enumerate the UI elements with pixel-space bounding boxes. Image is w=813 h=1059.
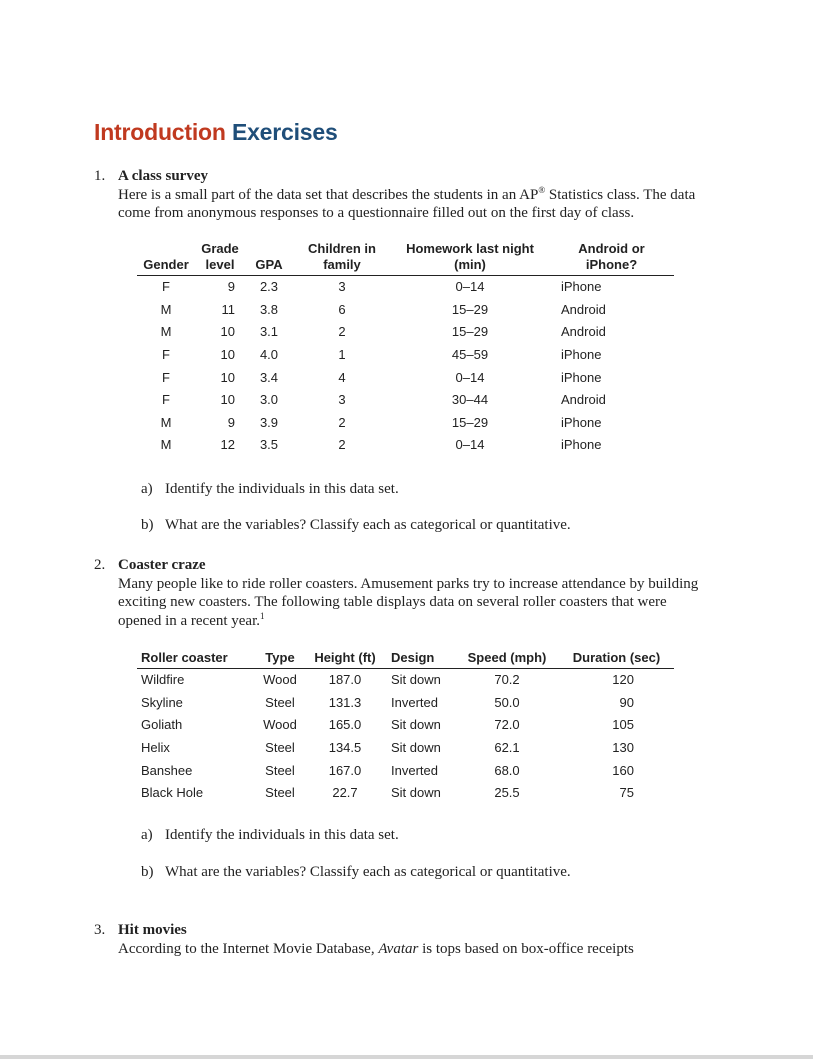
col-header: Grade level — [195, 241, 245, 276]
roller-coaster-table — [137, 650, 674, 805]
table-header-row — [137, 241, 674, 276]
table-cell: 68.0 — [494, 762, 520, 778]
question-text: Identify the individuals in this data set. — [165, 827, 399, 843]
table-cell: F — [162, 392, 170, 408]
table-cell: 2 — [338, 437, 346, 453]
table-row — [137, 344, 674, 367]
col-header: Homework last night (min) — [391, 241, 549, 276]
table-cell: M — [160, 414, 172, 430]
table-cell: Sit down — [391, 740, 441, 756]
table-cell: 3.9 — [259, 414, 279, 430]
table-cell: 10 — [220, 324, 235, 340]
table-cell: 1 — [338, 347, 346, 363]
table-cell: 72.0 — [494, 717, 520, 733]
table-cell: Inverted — [391, 762, 438, 778]
table-cell: 12 — [220, 437, 235, 453]
registered-mark: ® — [538, 184, 546, 195]
table-cell: 22.7 — [332, 785, 358, 801]
title-introduction: Introduction — [94, 119, 226, 145]
text-part: Statistics class. The data come from anonymous responses to a questionnaire filled out on the first day of class. — [118, 186, 696, 221]
table-cell: Android — [561, 301, 606, 317]
table-cell: 3.4 — [259, 369, 279, 385]
col-header: Type — [257, 650, 303, 669]
col-header: Children in family — [293, 241, 391, 276]
table-cell: 167.0 — [328, 762, 362, 778]
table-row — [137, 276, 674, 299]
table-cell: Steel — [265, 694, 295, 710]
col-header: Roller coaster — [137, 650, 257, 669]
question-a — [141, 827, 399, 844]
title-exercises: Exercises — [231, 119, 338, 145]
text-part: According to the Internet Movie Database, — [118, 940, 379, 957]
table-cell: 0–14 — [455, 369, 485, 385]
question-a — [141, 481, 399, 498]
table-row — [137, 434, 674, 457]
table-cell: 130 — [612, 740, 634, 756]
table-cell: Steel — [265, 762, 295, 778]
table-cell: Wildfire — [141, 672, 185, 688]
col-header: Gender — [137, 241, 195, 276]
table-cell: 10 — [220, 392, 235, 408]
footnote-mark: 1 — [260, 610, 265, 621]
table-cell: 6 — [338, 301, 346, 317]
table-row — [137, 412, 674, 435]
table-cell: Wood — [263, 672, 297, 688]
page-bottom-border — [0, 1055, 813, 1059]
table-cell: Steel — [265, 785, 295, 801]
table-cell: Sit down — [391, 672, 441, 688]
table-cell: 4 — [338, 369, 346, 385]
table-cell: 3.5 — [259, 437, 279, 453]
table-row — [137, 321, 674, 344]
table-cell: Android — [561, 392, 606, 408]
table-cell: 3.1 — [259, 324, 279, 340]
table-cell: 4.0 — [259, 347, 279, 363]
table-row — [137, 737, 674, 760]
table-cell: 25.5 — [494, 785, 520, 801]
table-header-row — [137, 650, 674, 669]
exercise-title: A class survey — [118, 168, 208, 184]
table-cell: 45–59 — [451, 347, 489, 363]
question-letter: b) — [141, 517, 154, 533]
table-cell: F — [162, 279, 170, 295]
question-text: What are the variables? Classify each as categorical or quantitative. — [165, 864, 571, 880]
question-letter: b) — [141, 864, 154, 880]
table-cell: 2 — [338, 414, 346, 430]
table-cell: 15–29 — [451, 414, 489, 430]
table-cell: 15–29 — [451, 324, 489, 340]
text-part: Here is a small part of the data set that describes the students in an AP — [118, 186, 539, 203]
table-cell: F — [162, 347, 170, 363]
class-survey-table — [137, 241, 674, 457]
table-cell: 165.0 — [328, 717, 362, 733]
exercise-text — [118, 186, 718, 223]
table-cell: Black Hole — [141, 785, 204, 801]
table-row — [137, 714, 674, 737]
table-cell: iPhone — [561, 279, 602, 295]
exercise-number: 1. — [94, 168, 106, 184]
table-cell: 2.3 — [259, 279, 279, 295]
table-cell: 11 — [221, 301, 235, 317]
table-cell: 160 — [612, 762, 634, 778]
table-cell: 105 — [612, 717, 634, 733]
text-part: is tops based on box-office receipts — [418, 940, 634, 957]
table-cell: 90 — [619, 694, 634, 710]
table-cell: 10 — [220, 369, 235, 385]
table-cell: Helix — [141, 740, 170, 756]
table-cell: 15–29 — [451, 301, 489, 317]
exercise-number: 3. — [94, 922, 106, 938]
table-cell: Wood — [263, 717, 297, 733]
table-cell: 75 — [619, 785, 634, 801]
col-header: Android or iPhone? — [549, 241, 674, 276]
table-row — [137, 759, 674, 782]
table-row — [137, 692, 674, 715]
table-cell: 3.8 — [259, 301, 279, 317]
table-cell: iPhone — [561, 437, 602, 453]
table-cell: Android — [561, 324, 606, 340]
table-cell: 30–44 — [451, 392, 489, 408]
table-cell: 3.0 — [259, 392, 279, 408]
table-cell: 50.0 — [494, 694, 520, 710]
col-header: Height (ft) — [303, 650, 387, 669]
question-text: What are the variables? Classify each as categorical or quantitative. — [165, 517, 571, 533]
table-cell: iPhone — [561, 369, 602, 385]
page-title — [94, 119, 338, 146]
table-cell: Sit down — [391, 785, 441, 801]
table-cell: Inverted — [391, 694, 438, 710]
table-cell: 131.3 — [328, 694, 362, 710]
table-row — [137, 782, 674, 805]
table-cell: 0–14 — [455, 279, 485, 295]
table-cell: Steel — [265, 740, 295, 756]
exercise-text — [118, 940, 718, 959]
table-cell: Skyline — [141, 694, 183, 710]
table-cell: Goliath — [141, 717, 183, 733]
table-cell: 120 — [612, 672, 634, 688]
table-cell: Banshee — [141, 762, 193, 778]
table-cell: M — [160, 324, 172, 340]
table-cell: 9 — [227, 414, 235, 430]
question-text: Identify the individuals in this data set. — [165, 481, 399, 497]
table-cell: 9 — [227, 279, 235, 295]
col-header: Design — [387, 650, 455, 669]
table-cell: F — [162, 369, 170, 385]
table-cell: 0–14 — [455, 437, 485, 453]
question-letter: a) — [141, 481, 153, 497]
question-b — [141, 517, 571, 534]
table-cell: 134.5 — [328, 740, 362, 756]
table-cell: iPhone — [561, 347, 602, 363]
table-row — [137, 389, 674, 412]
col-header: Speed (mph) — [455, 650, 559, 669]
exercise-number: 2. — [94, 557, 106, 573]
table-cell: 2 — [338, 324, 346, 340]
question-letter: a) — [141, 827, 153, 843]
exercise-title: Coaster craze — [118, 557, 206, 573]
movie-title: Avatar — [378, 940, 419, 957]
table-cell: M — [160, 437, 172, 453]
table-cell: 3 — [338, 392, 346, 408]
exercise-title: Hit movies — [118, 922, 187, 938]
table-row — [137, 669, 674, 692]
col-header: GPA — [245, 241, 293, 276]
table-cell: iPhone — [561, 414, 602, 430]
table-cell: 3 — [338, 279, 346, 295]
table-cell: M — [160, 301, 172, 317]
text-part: Many people like to ride roller coasters. Amusement parks try to increase attendance by building exciting new coasters. The following table displays data on several roller coasters that were opened in a recent year. — [118, 575, 699, 629]
table-cell: 187.0 — [328, 672, 362, 688]
table-row — [137, 299, 674, 322]
table-cell: Sit down — [391, 717, 441, 733]
table-cell: 62.1 — [494, 740, 520, 756]
exercise-text — [118, 575, 708, 631]
table-row — [137, 366, 674, 389]
table-cell: 10 — [220, 347, 235, 363]
table-cell: 70.2 — [494, 672, 520, 688]
question-b — [141, 864, 571, 881]
col-header: Duration (sec) — [559, 650, 674, 669]
